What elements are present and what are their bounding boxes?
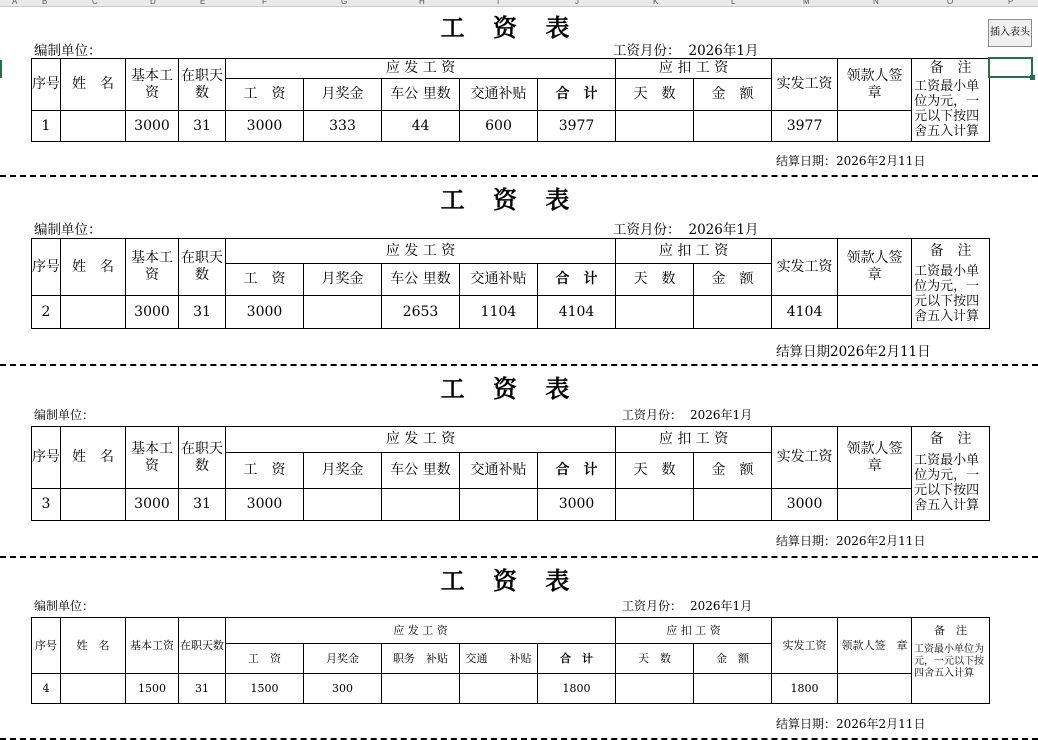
unit-label: 编制单位： (34, 43, 102, 59)
cell-total[interactable]: 1800 (538, 674, 616, 704)
pay-month (613, 39, 758, 59)
column-header-k[interactable]: K (653, 0, 659, 6)
pay-month-value: 2026年1月 (688, 222, 759, 238)
unit-label: 编制单位： (34, 408, 95, 422)
page-break-line (0, 175, 1038, 177)
cell-days[interactable]: 31 (179, 489, 226, 521)
sheet-title: 工 资 表 (440, 566, 580, 595)
header-wage[interactable]: 工 资 (226, 79, 304, 111)
cell-seq[interactable]: 2 (32, 296, 61, 329)
cell-ded-days[interactable] (616, 111, 694, 142)
cell-mileage[interactable]: 44 (382, 111, 460, 142)
header-total[interactable]: 合 计 (538, 453, 616, 489)
page-break-line (0, 556, 1038, 558)
settle-date: 结算日期2026年2月11日 (776, 344, 931, 360)
header-seq[interactable]: 序号 (32, 59, 61, 111)
cell-ded-amount[interactable] (694, 674, 772, 704)
pay-month-label: 工资月份： (622, 408, 683, 422)
note-cell[interactable] (912, 453, 990, 521)
pay-month (622, 597, 752, 614)
header-mileage[interactable]: 车公 里数 (382, 79, 460, 111)
header-bonus[interactable]: 月奖金 (304, 453, 382, 489)
header-note[interactable]: 备 注 (912, 427, 990, 453)
note-text: 工资最小单位为元，一元以下按四舍五入计算 (914, 78, 980, 139)
unit-label: 编制单位： (34, 222, 102, 238)
header-payable[interactable]: 应 发 工 资 (226, 239, 616, 264)
pay-month-label: 工资月份： (622, 599, 683, 613)
cell-actual[interactable]: 4104 (772, 296, 838, 329)
column-header-e[interactable]: E (200, 0, 206, 6)
sheet-title: 工 资 表 (440, 374, 580, 403)
header-wage[interactable]: 工 资 (226, 644, 304, 674)
payroll-table (31, 426, 990, 521)
header-payable[interactable]: 应 发 工 资 (226, 618, 616, 644)
cell-base[interactable]: 1500 (126, 674, 179, 704)
cell-seq[interactable]: 4 (32, 674, 61, 704)
header-days-on[interactable]: 在职天数 (179, 239, 226, 296)
cell-seq[interactable]: 3 (32, 489, 61, 521)
header-sign[interactable]: 领款人签 章 (838, 427, 912, 489)
header-total[interactable]: 合 计 (538, 79, 616, 111)
cell-wage[interactable]: 3000 (226, 111, 304, 142)
header-deduct[interactable]: 应 扣 工 资 (616, 239, 772, 264)
cell-seq[interactable]: 1 (32, 111, 61, 142)
header-traffic[interactable]: 交通补贴 (460, 264, 538, 296)
note-cell[interactable] (912, 644, 990, 704)
settle-date: 结算日期：2026年2月11日 (776, 154, 926, 168)
column-header-a[interactable]: A (12, 0, 18, 6)
header-ded-amount[interactable]: 金 额 (694, 453, 772, 489)
cell-bonus[interactable]: 300 (304, 674, 382, 704)
settle-date: 结算日期：2026年2月11日 (776, 717, 926, 731)
payroll-table (31, 58, 990, 142)
note-cell[interactable] (912, 264, 990, 329)
header-bonus[interactable]: 月奖金 (304, 79, 382, 111)
header-actual[interactable]: 实发工资 (772, 427, 838, 489)
cell-name[interactable] (61, 674, 126, 704)
pay-month-value: 2026年1月 (690, 408, 753, 422)
header-note[interactable]: 备 注 (912, 618, 990, 644)
cell-wage[interactable]: 3000 (226, 489, 304, 521)
header-seq[interactable]: 序号 (32, 618, 61, 674)
header-days-on[interactable]: 在职天数 (179, 427, 226, 489)
row-selection-indicator (0, 60, 2, 78)
pay-month (622, 406, 752, 423)
column-header-b[interactable]: B (42, 0, 48, 6)
header-total[interactable]: 合 计 (538, 644, 616, 674)
note-text: 工资最小单位为元，一元以下按四舍五入计算 (914, 263, 980, 324)
pay-month-label: 工资月份： (613, 43, 681, 59)
header-payable[interactable]: 应 发 工 资 (226, 59, 616, 79)
cell-sign[interactable] (838, 674, 912, 704)
cell-name[interactable] (61, 489, 126, 521)
cell-bonus[interactable]: 333 (304, 111, 382, 142)
cell-actual[interactable]: 3000 (772, 489, 838, 521)
header-name[interactable]: 姓 名 (61, 427, 126, 489)
note-text: 工资最小单位为元，一元以下按四舍五入计算 (914, 452, 980, 513)
header-sign[interactable]: 领款人签 章 (838, 239, 912, 296)
column-header-h[interactable]: H (419, 0, 425, 6)
pay-month (613, 218, 758, 238)
header-ded-amount[interactable]: 金 额 (694, 644, 772, 674)
header-total[interactable]: 合 计 (538, 264, 616, 296)
cell-base[interactable]: 3000 (126, 296, 179, 329)
column-header-i[interactable]: I (497, 0, 500, 6)
column-header-c[interactable]: C (92, 0, 98, 6)
cell-sign[interactable] (838, 296, 912, 329)
column-header-o[interactable]: O (947, 0, 954, 6)
active-cell-selection[interactable] (988, 57, 1033, 78)
cell-days[interactable]: 31 (179, 296, 226, 329)
column-header-d[interactable]: D (150, 0, 156, 6)
header-wage[interactable]: 工 资 (226, 453, 304, 489)
header-bonus[interactable]: 月奖金 (304, 264, 382, 296)
header-name[interactable]: 姓 名 (61, 239, 126, 296)
header-deduct[interactable]: 应 扣 工 资 (616, 618, 772, 644)
sheet-title: 工 资 表 (440, 13, 580, 42)
cell-name[interactable] (61, 296, 126, 329)
header-traffic[interactable]: 交通补贴 (460, 453, 538, 489)
column-header-p[interactable]: P (1008, 0, 1014, 6)
header-ded-days[interactable]: 天 数 (616, 264, 694, 296)
header-actual[interactable]: 实发工资 (772, 618, 838, 674)
column-header-bar[interactable] (0, 0, 1038, 7)
header-sign[interactable]: 领款人签 章 (838, 59, 912, 111)
header-bonus[interactable]: 月奖金 (304, 644, 382, 674)
note-text: 工资最小单位为元，一元以下按四舍五入计算 (914, 643, 985, 679)
cell-wage[interactable]: 3000 (226, 296, 304, 329)
header-ded-amount[interactable]: 金 额 (694, 264, 772, 296)
header-base[interactable]: 基本工资 (126, 618, 179, 674)
header-deduct[interactable]: 应 扣 工 资 (616, 427, 772, 453)
column-header-m[interactable]: M (803, 0, 810, 6)
cell-mileage[interactable] (382, 489, 460, 521)
header-name[interactable]: 姓 名 (61, 59, 126, 111)
column-header-j[interactable]: J (575, 0, 579, 6)
header-days-on[interactable]: 在职天数 (179, 59, 226, 111)
header-traffic[interactable]: 交通补贴 (460, 79, 538, 111)
cell-actual[interactable]: 3977 (772, 111, 838, 142)
cell-sign[interactable] (838, 489, 912, 521)
cell-days[interactable]: 31 (179, 111, 226, 142)
payroll-table (31, 238, 990, 329)
settle-date: 结算日期：2026年2月11日 (776, 534, 926, 548)
header-base[interactable]: 基本工资 (126, 427, 179, 489)
page-break-line (0, 364, 1038, 366)
cell-traffic[interactable]: 600 (460, 111, 538, 142)
cell-traffic[interactable] (460, 489, 538, 521)
header-sign[interactable]: 领款人签 章 (838, 618, 912, 674)
cell-wage[interactable]: 1500 (226, 674, 304, 704)
cell-ded-days[interactable] (616, 296, 694, 329)
header-actual[interactable]: 实发工资 (772, 239, 838, 296)
header-payable[interactable]: 应 发 工 资 (226, 427, 616, 453)
payroll-table (31, 617, 990, 704)
header-duty-allowance[interactable]: 职务 补贴 (382, 644, 460, 674)
column-header-g[interactable]: G (341, 0, 348, 6)
header-wage[interactable]: 工 资 (226, 264, 304, 296)
cell-actual[interactable]: 1800 (772, 674, 838, 704)
header-note[interactable]: 备 注 (912, 59, 990, 79)
header-name[interactable]: 姓 名 (61, 618, 126, 674)
cell-ded-amount[interactable] (694, 489, 772, 521)
cell-ded-amount[interactable] (694, 111, 772, 142)
header-base[interactable]: 基本工资 (126, 59, 179, 111)
cell-base[interactable]: 3000 (126, 489, 179, 521)
unit-label: 编制单位： (34, 599, 95, 613)
cell-name[interactable] (61, 111, 126, 142)
cell-days[interactable]: 31 (179, 674, 226, 704)
cell-duty-allowance[interactable] (382, 674, 460, 704)
cell-base[interactable]: 3000 (126, 111, 179, 142)
column-header-n[interactable]: N (873, 0, 879, 6)
header-ded-days[interactable]: 天 数 (616, 453, 694, 489)
pay-month-value: 2026年1月 (688, 43, 759, 59)
cell-ded-days[interactable] (616, 674, 694, 704)
note-cell[interactable] (912, 79, 990, 142)
header-base[interactable]: 基本工资 (126, 239, 179, 296)
cell-ded-days[interactable] (616, 489, 694, 521)
header-seq[interactable]: 序号 (32, 427, 61, 489)
pay-month-label: 工资月份： (613, 222, 681, 238)
cell-mileage[interactable]: 2653 (382, 296, 460, 329)
header-deduct[interactable]: 应 扣 工 资 (616, 59, 772, 79)
header-ded-days[interactable]: 天 数 (616, 644, 694, 674)
column-header-l[interactable]: L (731, 0, 736, 6)
pay-month-value: 2026年1月 (690, 599, 753, 613)
header-traffic[interactable]: 交通 补贴 (460, 644, 538, 674)
header-mileage[interactable]: 车公 里数 (382, 264, 460, 296)
cell-total[interactable]: 4104 (538, 296, 616, 329)
header-ded-amount[interactable]: 金 额 (694, 79, 772, 111)
insert-header-button[interactable]: 插入表头 (988, 19, 1032, 47)
column-header-f[interactable]: F (262, 0, 267, 6)
cell-sign[interactable] (838, 111, 912, 142)
header-seq[interactable]: 序号 (32, 239, 61, 296)
cell-traffic[interactable]: 1104 (460, 296, 538, 329)
cell-total[interactable]: 3977 (538, 111, 616, 142)
cell-ded-amount[interactable] (694, 296, 772, 329)
header-ded-days[interactable]: 天 数 (616, 79, 694, 111)
cell-total[interactable]: 3000 (538, 489, 616, 521)
cell-bonus[interactable] (304, 489, 382, 521)
cell-traffic[interactable] (460, 674, 538, 704)
header-actual[interactable]: 实发工资 (772, 59, 838, 111)
header-days-on[interactable]: 在职天数 (179, 618, 226, 674)
sheet-title: 工 资 表 (440, 185, 580, 214)
header-mileage[interactable]: 车公 里数 (382, 453, 460, 489)
cell-bonus[interactable] (304, 296, 382, 329)
header-note[interactable]: 备 注 (912, 239, 990, 264)
